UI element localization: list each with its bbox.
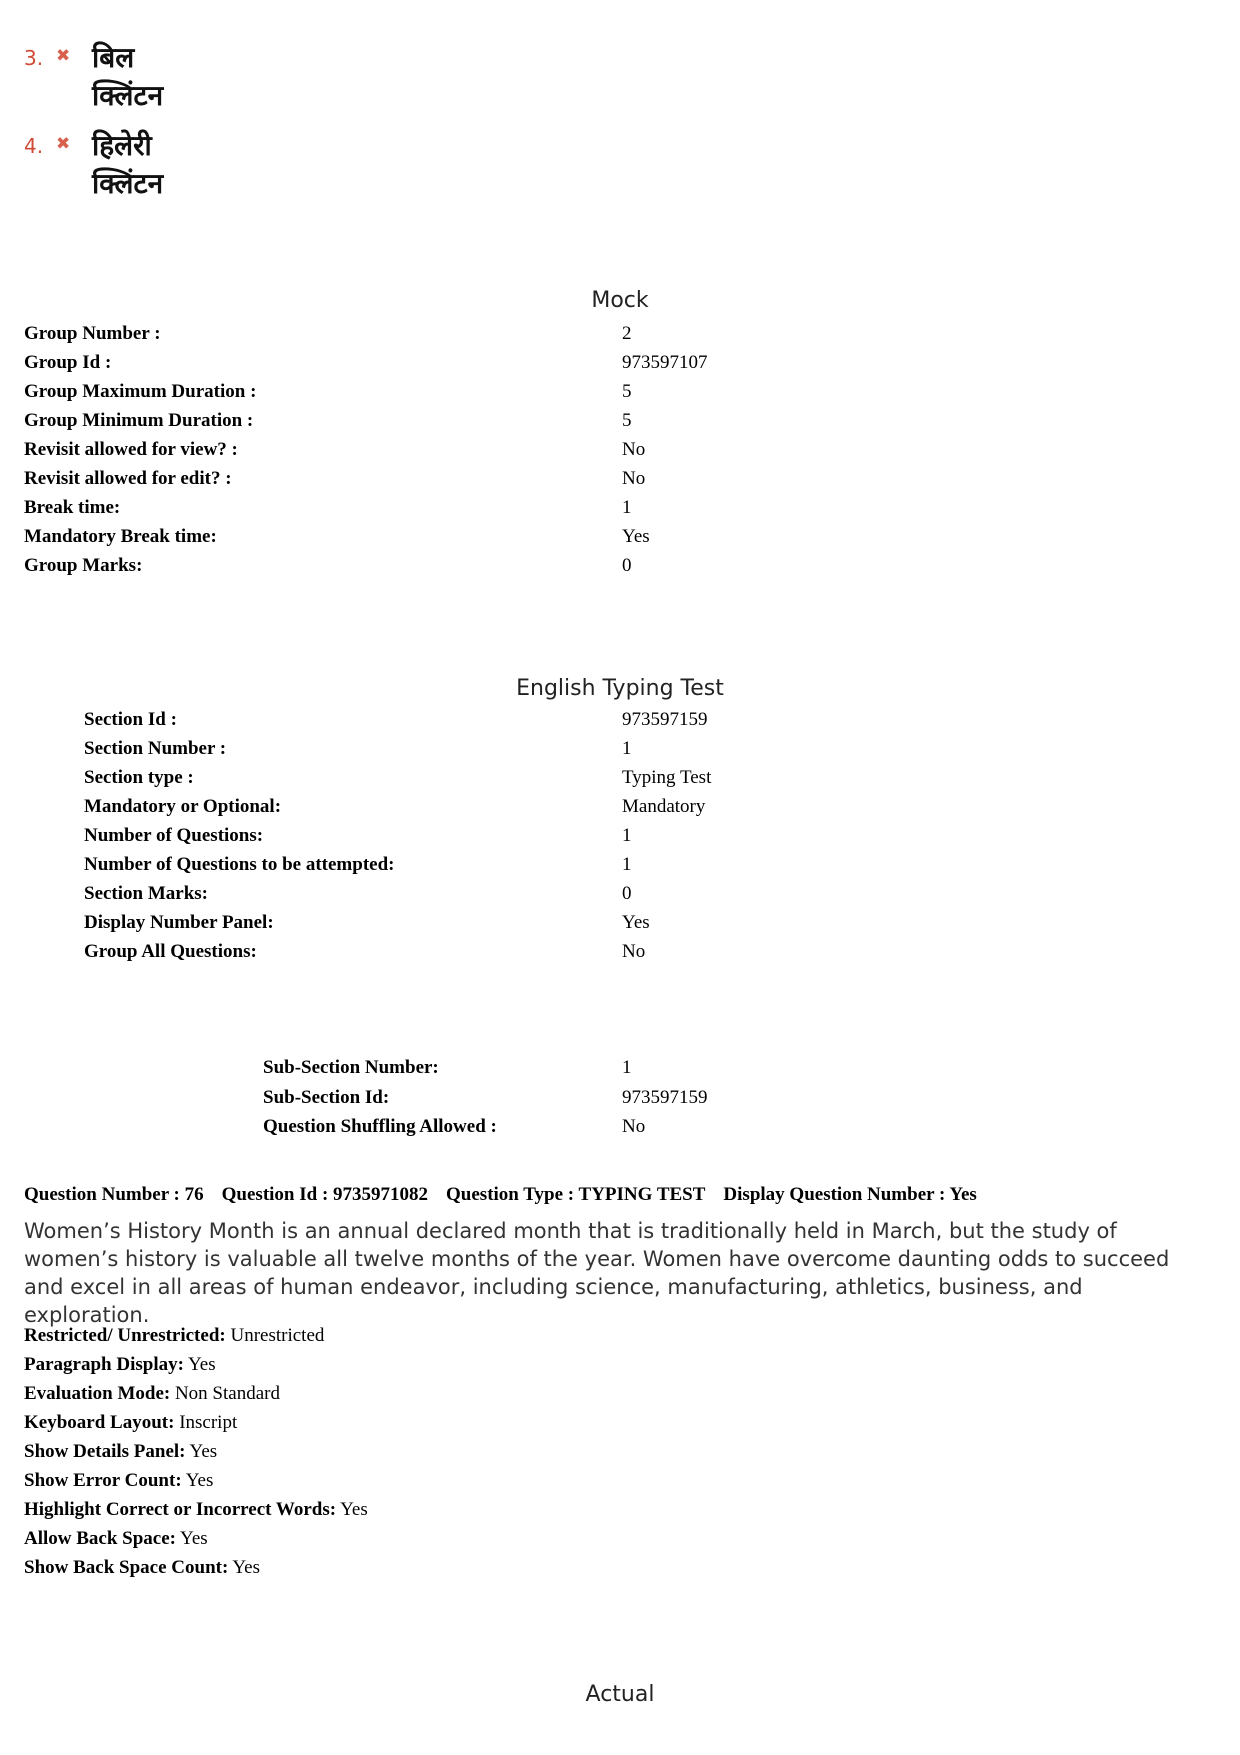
group-field-value: 5: [622, 381, 632, 402]
setting-label: Show Error Count:: [24, 1470, 182, 1491]
footer-heading: Actual: [585, 1682, 655, 1707]
setting-label: Evaluation Mode:: [24, 1383, 171, 1404]
option-number: 4.: [24, 134, 44, 158]
section-field-label: Display Number Panel:: [84, 912, 274, 933]
group-field-label: Group Marks:: [24, 555, 143, 576]
question-number: Question Number : 76: [24, 1184, 204, 1205]
option-text: हिलेरी क्लिंटन: [92, 129, 164, 200]
section-field-row: [84, 707, 1200, 733]
display-question-number: Display Question Number : Yes: [723, 1184, 977, 1205]
section-field-row: [84, 881, 1200, 907]
typing-passage: Women’s History Month is an annual declared month that is traditionally held in March, but the study of women’s history is valuable all twelve months of the year. Women have overcome daunting odds to succeed and excel in all areas of human endeavor, including science, manufacturing, athletics, business, and exploration.: [24, 1219, 1170, 1327]
setting-row: [24, 1468, 213, 1494]
setting-value: Yes: [340, 1499, 368, 1520]
group-field-value: No: [622, 468, 646, 489]
section-field-row: [84, 852, 1200, 878]
group-field-label: Group Maximum Duration :: [24, 381, 257, 402]
setting-value: Yes: [232, 1557, 260, 1578]
section-field-label: Number of Questions:: [84, 825, 264, 846]
section-field-row: [84, 939, 1200, 965]
group-field-row: [24, 524, 1200, 550]
section-field-row: [84, 794, 1200, 820]
group-field-value: 0: [622, 555, 632, 576]
section-field-label: Number of Questions to be attempted:: [84, 854, 395, 875]
setting-row: [24, 1410, 237, 1436]
group-field-value: Yes: [622, 526, 650, 547]
subsection-field-label: Sub-Section Id:: [263, 1086, 390, 1108]
setting-value: Non Standard: [174, 1383, 280, 1404]
group-field-value: 973597107: [622, 352, 708, 373]
setting-label: Show Back Space Count:: [24, 1557, 229, 1578]
group-field-row: [24, 379, 1200, 405]
setting-value: Yes: [187, 1354, 216, 1375]
section-field-value: 1: [622, 825, 632, 846]
group-field-label: Group Minimum Duration :: [24, 410, 254, 431]
subsection-field-value: 1: [622, 1057, 632, 1078]
section-field-value: 973597159: [622, 709, 708, 730]
question-id: Question Id : 9735971082: [221, 1184, 429, 1205]
setting-value: Yes: [180, 1528, 208, 1549]
setting-row: [24, 1352, 216, 1378]
setting-label: Highlight Correct or Incorrect Words:: [24, 1499, 337, 1520]
setting-row: [24, 1323, 324, 1349]
group-field-label: Group Id :: [24, 352, 112, 373]
section-field-value: Mandatory: [622, 796, 706, 817]
section-field-value: 1: [622, 854, 632, 875]
group-field-row: [24, 408, 1200, 434]
question-header: [24, 1184, 995, 1206]
section-field-label: Group All Questions:: [84, 941, 257, 962]
section-field-value: 1: [622, 738, 632, 759]
section-field-row: [84, 823, 1200, 849]
subsection-field-row: [263, 1055, 1200, 1081]
section-field-value: No: [622, 941, 646, 962]
subsection-field-row: [263, 1085, 1200, 1111]
subsection-field-value: No: [622, 1116, 646, 1137]
subsection-field-label: Question Shuffling Allowed :: [263, 1116, 497, 1137]
setting-label: Show Details Panel:: [24, 1441, 186, 1462]
group-field-row: [24, 553, 1200, 579]
setting-value: Yes: [185, 1470, 214, 1491]
section-field-value: 0: [622, 883, 632, 904]
option-number: 3.: [24, 46, 44, 70]
setting-label: Allow Back Space:: [24, 1528, 176, 1549]
setting-value: Yes: [189, 1441, 218, 1462]
option-text: बिल क्लिंटन: [92, 41, 164, 112]
setting-row: [24, 1526, 208, 1552]
setting-value: Unrestricted: [230, 1325, 325, 1346]
cross-icon: ✖: [56, 46, 71, 66]
section-field-value: Yes: [622, 912, 650, 933]
section-field-row: [84, 765, 1200, 791]
subsection-field-row: [263, 1114, 1200, 1140]
group-field-label: Mandatory Break time:: [24, 526, 217, 547]
group-field-value: 1: [622, 497, 632, 518]
setting-value: Inscript: [179, 1412, 238, 1433]
section-field-label: Section type :: [84, 767, 194, 788]
setting-row: [24, 1555, 260, 1581]
setting-label: Restricted/ Unrestricted:: [24, 1325, 226, 1346]
group-heading: Mock: [591, 288, 649, 313]
group-field-row: [24, 321, 1200, 347]
group-field-label: Revisit allowed for edit? :: [24, 468, 232, 489]
group-field-value: 5: [622, 410, 632, 431]
group-field-label: Break time:: [24, 497, 121, 518]
setting-row: [24, 1439, 217, 1465]
group-field-value: 2: [622, 323, 632, 344]
section-heading: English Typing Test: [516, 676, 724, 701]
group-field-value: No: [622, 439, 646, 460]
section-field-label: Section Id :: [84, 709, 177, 730]
section-field-value: Typing Test: [622, 767, 712, 788]
section-field-label: Mandatory or Optional:: [84, 796, 282, 817]
setting-row: [24, 1381, 280, 1407]
cross-icon: ✖: [56, 134, 71, 154]
group-field-row: [24, 495, 1200, 521]
subsection-field-value: 973597159: [622, 1086, 708, 1108]
question-type: Question Type : TYPING TEST: [446, 1184, 706, 1205]
section-field-label: Section Number :: [84, 738, 227, 759]
section-field-row: [84, 910, 1200, 936]
subsection-field-label: Sub-Section Number:: [263, 1057, 439, 1078]
section-field-label: Section Marks:: [84, 883, 209, 904]
group-field-row: [24, 466, 1200, 492]
section-field-row: [84, 736, 1200, 762]
group-field-label: Group Number :: [24, 323, 161, 344]
group-field-row: [24, 437, 1200, 463]
setting-label: Paragraph Display:: [24, 1354, 184, 1375]
setting-row: [24, 1497, 368, 1523]
group-field-label: Revisit allowed for view? :: [24, 439, 238, 460]
group-field-row: [24, 350, 1200, 376]
setting-label: Keyboard Layout:: [24, 1412, 175, 1433]
